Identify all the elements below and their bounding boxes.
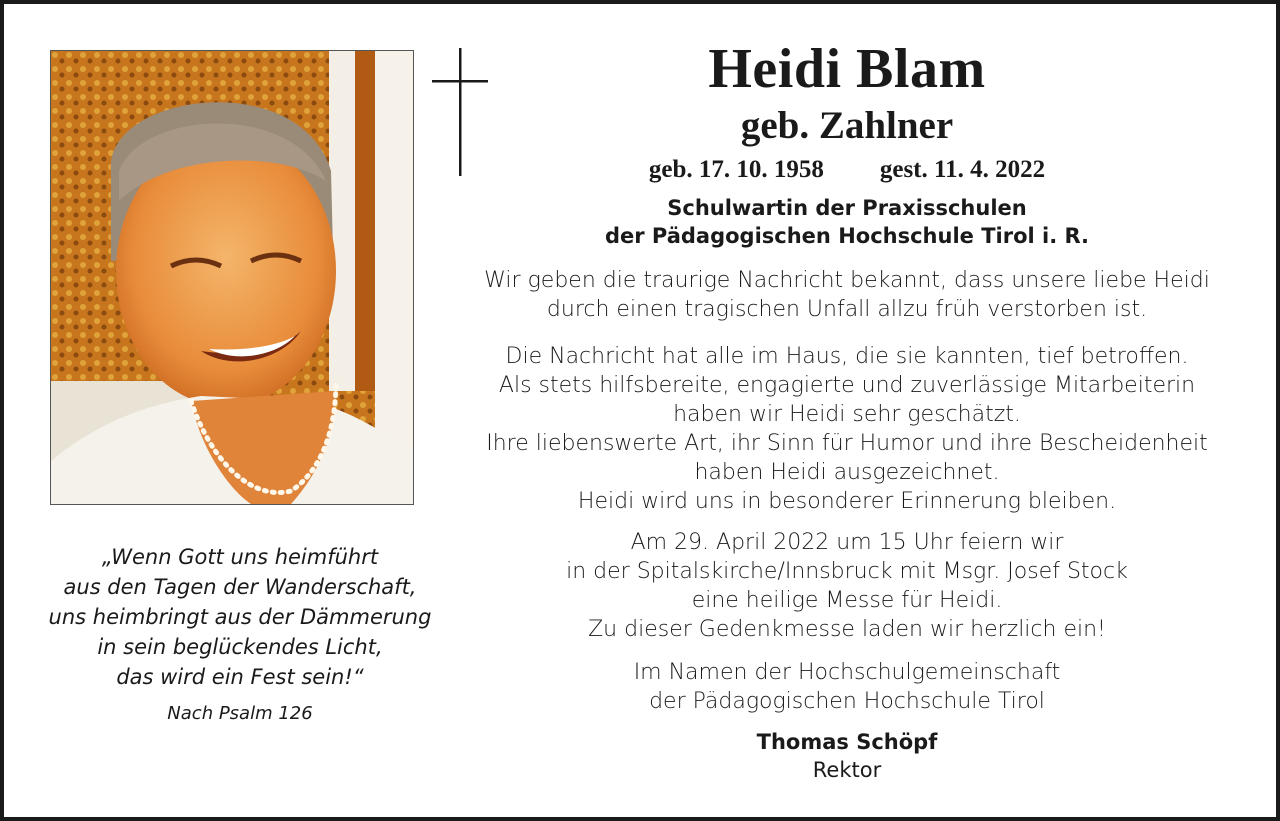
memorial-mass-paragraph bbox=[444, 528, 1250, 644]
text-line: haben wir Heidi sehr geschätzt. bbox=[673, 402, 1021, 427]
text-line: Heidi wird uns in besonderer Erinnerung bleiben. bbox=[577, 489, 1117, 514]
text-line: Wir geben die traurige Nachricht bekannt, dass unsere liebe Heidi bbox=[484, 268, 1210, 293]
text-line: Im Namen der Hochschulgemeinschaft bbox=[633, 660, 1061, 685]
life-dates bbox=[444, 154, 1250, 186]
deceased-name: Heidi Blam bbox=[708, 38, 986, 100]
psalm-quote bbox=[14, 542, 466, 692]
text-line: Ihre liebenswerte Art, ihr Sinn für Humor und ihre Bescheidenheit bbox=[486, 431, 1208, 456]
maiden-name: geb. Zahlner bbox=[740, 104, 954, 147]
role-line: der Pädagogischen Hochschule Tirol i. R. bbox=[604, 224, 1090, 248]
portrait-photo bbox=[50, 50, 414, 505]
quote-line: in sein beglückendes Licht, bbox=[97, 635, 383, 659]
quote-line: uns heimbringt aus der Dämmerung bbox=[48, 605, 432, 629]
text-line: Zu dieser Gedenkmesse laden wir herzlich ein! bbox=[588, 617, 1106, 642]
text-line: eine heilige Messe für Heidi. bbox=[691, 588, 1003, 613]
role-line: Schulwartin der Praxisschulen bbox=[667, 196, 1027, 220]
announcement-paragraph bbox=[444, 266, 1250, 324]
tribute-paragraph bbox=[444, 342, 1250, 516]
quote-line: aus den Tagen der Wanderschaft, bbox=[63, 575, 417, 599]
text-line: der Pädagogischen Hochschule Tirol bbox=[649, 689, 1045, 714]
death-date: gest. 11. 4. 2022 bbox=[879, 156, 1046, 183]
portrait-illustration bbox=[51, 51, 413, 504]
text-line: Am 29. April 2022 um 15 Uhr feiern wir bbox=[630, 530, 1064, 555]
text-line: haben Heidi ausgezeichnet. bbox=[694, 460, 1000, 485]
quote-source: Nach Psalm 126 bbox=[167, 703, 313, 724]
signer-name: Thomas Schöpf bbox=[756, 730, 938, 754]
text-line: durch einen tragischen Unfall allzu früh verstorben ist. bbox=[546, 297, 1148, 322]
deceased-role bbox=[444, 194, 1250, 250]
signer-title: Rektor bbox=[812, 758, 882, 782]
quote-line: „Wenn Gott uns heimführt bbox=[101, 545, 379, 569]
text-line: Die Nachricht hat alle im Haus, die sie kannten, tief betroffen. bbox=[505, 344, 1189, 369]
text-line: in der Spitalskirche/Innsbruck mit Msgr. Josef Stock bbox=[566, 559, 1128, 584]
birth-date: geb. 17. 10. 1958 bbox=[648, 156, 824, 183]
quote-line: das wird ein Fest sein!“ bbox=[116, 665, 364, 689]
text-line: Als stets hilfsbereite, engagierte und zuverlässige Mitarbeiterin bbox=[498, 373, 1196, 398]
on-behalf-paragraph bbox=[444, 658, 1250, 716]
